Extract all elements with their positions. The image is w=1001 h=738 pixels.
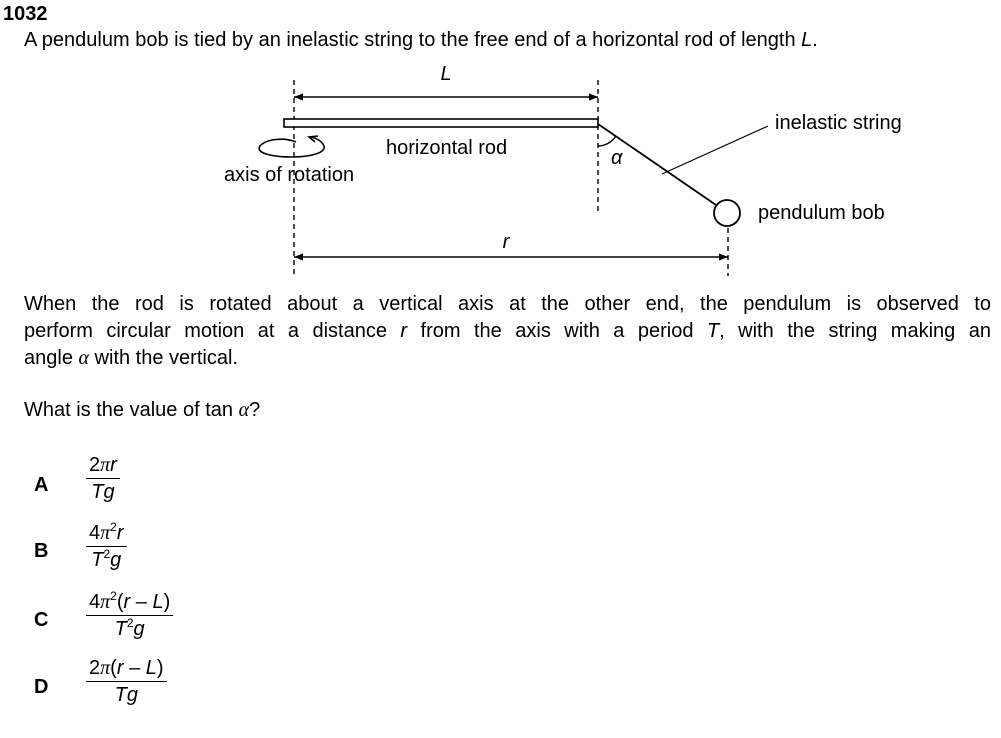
question-paragraph (24, 291, 991, 372)
option-a-fraction[interactable] (86, 452, 120, 505)
option-b-numerator: $4\pi^2r$ (89, 520, 124, 544)
option-a-denominator: Tg (91, 481, 115, 504)
paragraph-line (24, 345, 991, 372)
option-d-letter[interactable]: D (34, 676, 49, 698)
option-c-fraction[interactable] (86, 589, 173, 642)
paragraph-run: r (400, 320, 408, 342)
option-c-numerator: $4\pi^2(r - L)$ (89, 589, 171, 613)
option-b-letter[interactable]: B (34, 540, 49, 562)
option-d-fraction[interactable] (86, 655, 167, 708)
horizontal-rod (284, 119, 598, 127)
prompt-run: ? (249, 399, 261, 421)
rotation-arrow-icon (259, 137, 324, 157)
angle-alpha-arc (598, 136, 616, 146)
label-L: L (440, 63, 452, 85)
stem-end: . (812, 29, 818, 51)
option-d-numerator: 2π(r – L) (89, 657, 164, 679)
pendulum-bob (714, 200, 740, 226)
paragraph-run: T (706, 320, 720, 342)
stem-text: A pendulum bob is tied by an inelastic string to the free end of a horizontal rod of length (24, 29, 802, 51)
label-r: r (502, 231, 510, 253)
label-axis-of-rotation: axis of rotation (224, 164, 355, 186)
prompt-run: What is the value of tan (24, 399, 239, 421)
option-c-denominator: $T^2g$ (114, 616, 145, 641)
option-a-letter[interactable]: A (34, 474, 49, 496)
paragraph-run: with the vertical. (89, 347, 238, 369)
paragraph-run: angle (24, 347, 79, 369)
stem-variable: L (801, 29, 813, 51)
question-prompt (24, 399, 260, 422)
paragraph-run: from the axis with a period (407, 320, 707, 342)
label-inelastic-string: inelastic string (775, 112, 902, 134)
option-b-fraction[interactable] (86, 520, 127, 573)
label-horizontal-rod: horizontal rod (386, 137, 508, 159)
prompt-run: α (238, 399, 250, 421)
label-pendulum-bob: pendulum bob (758, 202, 885, 224)
paragraph-run: , with the string making an (719, 320, 991, 342)
paragraph-line (24, 291, 991, 318)
option-a-numerator: 2πr (89, 454, 117, 476)
option-b-denominator: $T^2g$ (91, 547, 122, 572)
paragraph-line (24, 318, 991, 345)
label-alpha: α (611, 147, 623, 169)
paragraph-run: α (78, 347, 89, 369)
paragraph-run: perform circular motion at a distance (24, 320, 401, 342)
pendulum-diagram (0, 0, 1001, 290)
option-d-denominator: Tg (114, 684, 138, 707)
string-leader-line (662, 126, 768, 174)
paragraph-run: When the rod is rotated about a vertical axis at the other end, the pendulum is observed to (24, 293, 991, 315)
question-number: 1032 (3, 3, 48, 25)
option-c-letter[interactable]: C (34, 609, 49, 631)
